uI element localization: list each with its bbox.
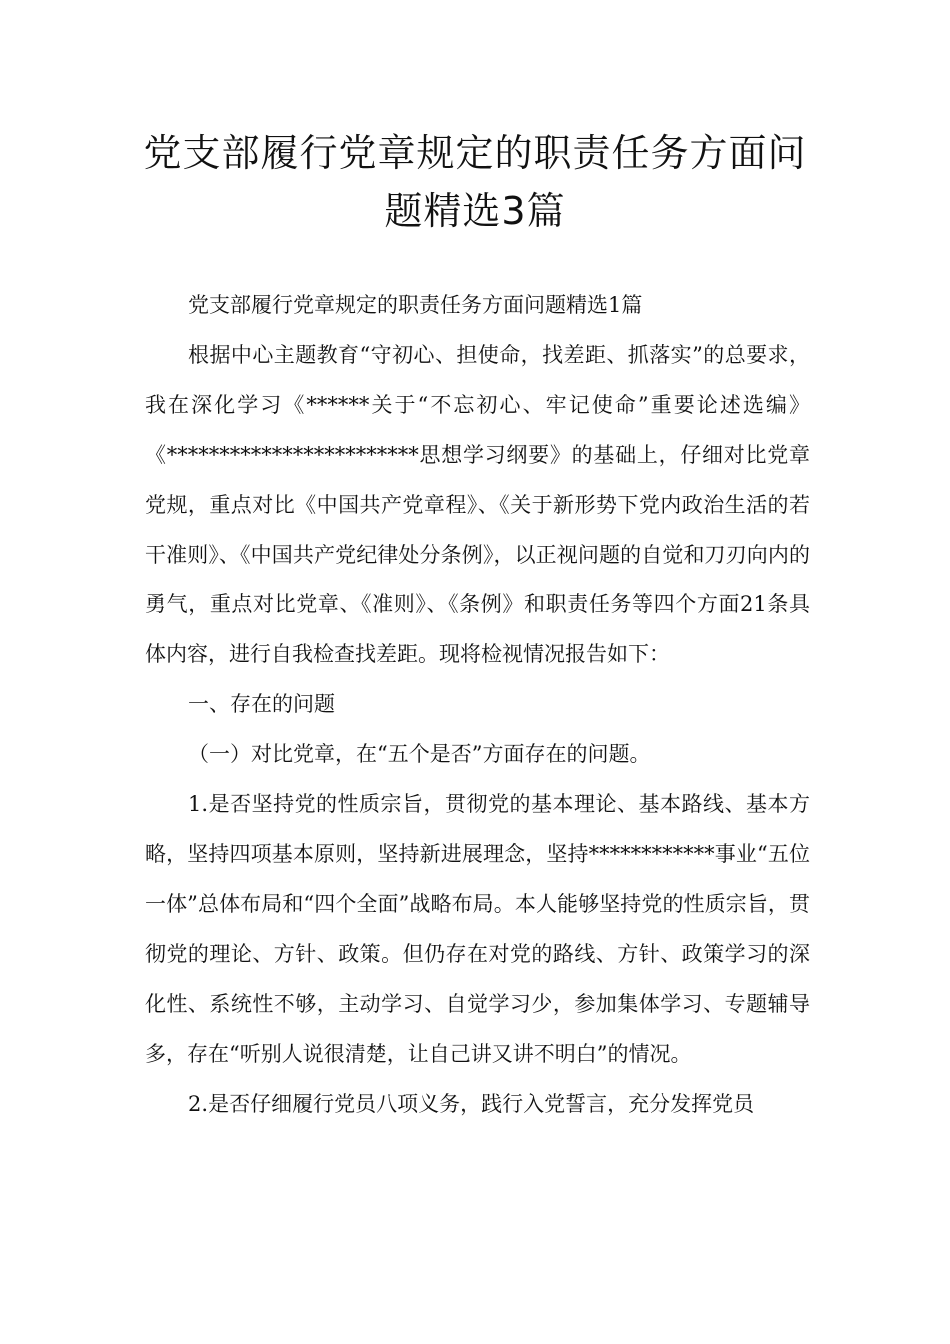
intro-paragraph: 根据中心主题教育“守初心、担使命，找差距、抓落实”的总要求，我在深化学习《******关于“不忘初心、牢记使命”重要论述选编》《************************思想学习纲要》的基础上，仔细对比党章党规，重点对比《中国共产党章程》、《关于新形势下党内政治生活的若干准则》、《中国共产党纪律处分条例》，以正视问题的自觉和刀刃向内的勇气，重点对比党章、《准则》、《条例》和职责任务等四个方面21条具体内容，进行自我检查找差距。现将检视情况报告如下： xyxy=(145,342,810,667)
document-title-line-1: 党支部履行党章规定的职责任务方面问 xyxy=(143,131,807,175)
section-heading: 党支部履行党章规定的职责任务方面问题精选1篇 xyxy=(188,293,643,317)
document-title-line-2: 题精选3篇 xyxy=(384,189,566,233)
subsection-heading: （一）对比党章，在“五个是否”方面存在的问题。 xyxy=(188,742,651,767)
item-1-paragraph: 1.是否坚持党的性质宗旨，贯彻党的基本理论、基本路线、基本方略，坚持四项基本原则，坚持新进展理念，坚持************事业“五位一体”总体布局和“四个全面”战略布局。本人能够坚持党的性质宗旨，贯彻党的理论、方针、政策。但仍存在对党的路线、方针、政策学习的深化性、系统性不够，主动学习、自觉学习少，参加集体学习、专题辅导多，存在“听别人说很清楚，让自己讲又讲不明白”的情况。 xyxy=(145,792,810,1066)
document-body xyxy=(145,281,810,1129)
item-2-paragraph: 2.是否仔细履行党员八项义务，践行入党誓言，充分发挥党员 xyxy=(188,1091,755,1116)
problems-heading: 一、存在的问题 xyxy=(188,692,336,717)
